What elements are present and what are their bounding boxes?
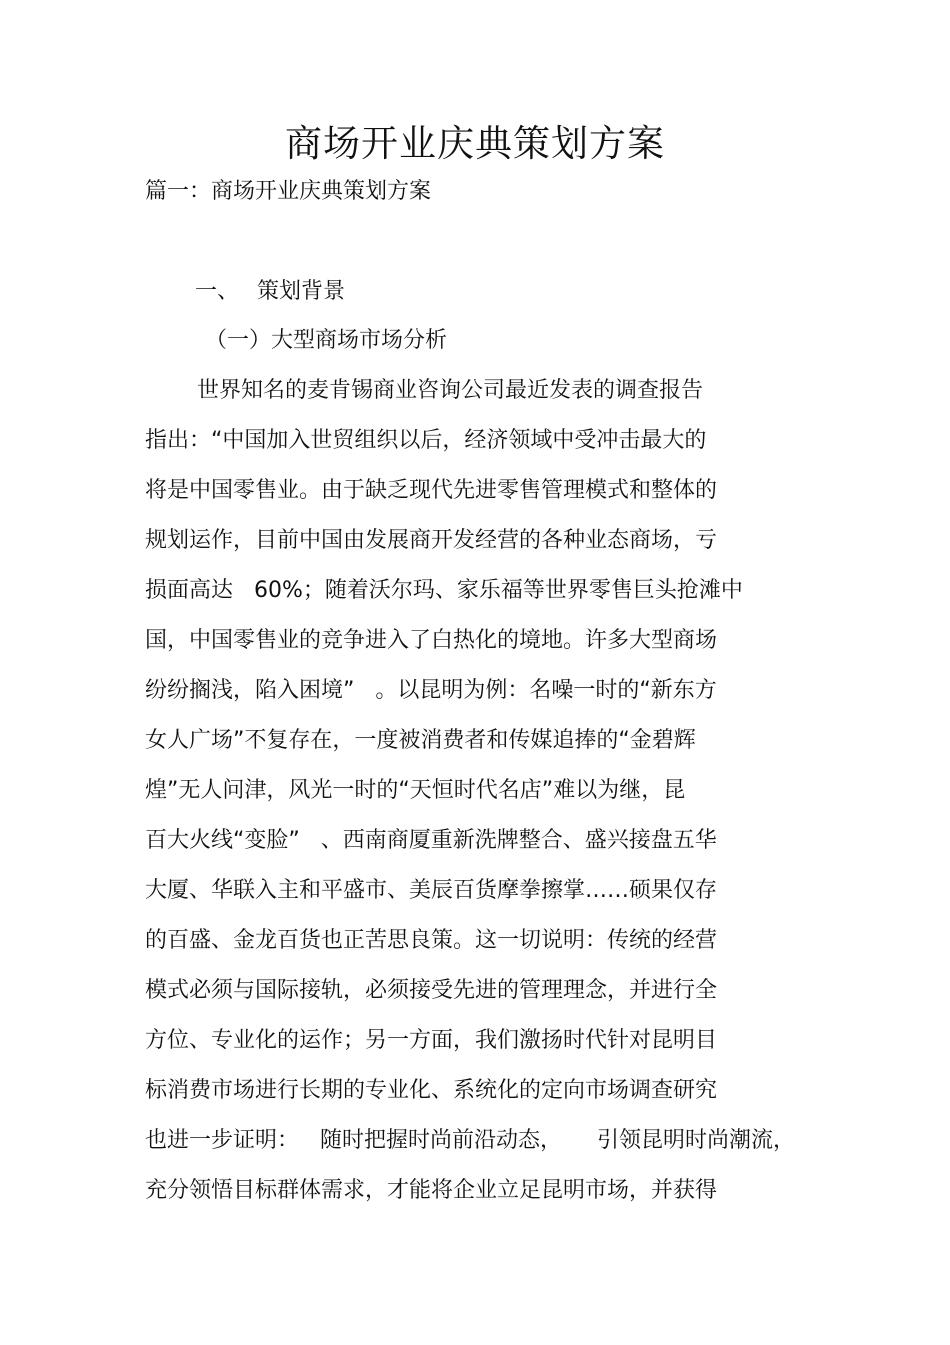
text-line: 纷纷搁浅，陷入困境” 。以昆明为例：名噪一时的“新东方 <box>145 678 717 703</box>
text-line: 女人广场”不复存在，一度被消费者和传媒追捧的“金碧辉 <box>145 728 696 753</box>
text-line: 损面高达 60%；随着沃尔玛、家乐福等世界零售巨头抢滩中 <box>145 578 743 603</box>
text-line: 标消费市场进行长期的专业化、系统化的定向市场调查研究 <box>145 1078 718 1103</box>
text-line: 方位、专业化的运作；另一方面，我们激扬时代针对昆明目 <box>145 1028 718 1053</box>
section-heading <box>195 277 345 307</box>
text-line: 模式必须与国际接轨，必须接受先进的管理理念，并进行全 <box>145 978 718 1003</box>
text-line: 大厦、华联入主和平盛市、美辰百货摩拳擦掌……硕果仅存 <box>145 878 718 903</box>
body-paragraph <box>145 376 845 1226</box>
section-title: 策划背景 <box>257 279 346 304</box>
text-line: 世界知名的麦肯锡商业咨询公司最近发表的调查报告 <box>197 378 704 403</box>
text-line: 将是中国零售业。由于缺乏现代先进零售管理模式和整体的 <box>145 478 718 503</box>
text-line: 煌”无人问津，风光一时的“天恒时代名店”难以为继，昆 <box>145 778 686 803</box>
subsection-heading: （一）大型商场市场分析 <box>205 328 448 353</box>
text-line: 国，中国零售业的竞争进入了白热化的境地。许多大型商场 <box>145 628 718 653</box>
section-number: 一、 <box>195 279 240 304</box>
text-line: 指出：“中国加入世贸组织以后，经济领域中受冲击最大的 <box>145 428 707 453</box>
text-line: 的百盛、金龙百货也正苦思良策。这一切说明：传统的经营 <box>145 928 718 953</box>
text-line: 规划运作，目前中国由发展商开发经营的各种业态商场，亏 <box>145 528 718 553</box>
document-subtitle: 篇一：商场开业庆典策划方案 <box>145 179 432 204</box>
text-line: 也进一步证明： 随时把握时尚前沿动态， 引领昆明时尚潮流， <box>145 1128 795 1153</box>
text-line: 充分领悟目标群体需求，才能将企业立足昆明市场，并获得 <box>145 1178 718 1203</box>
text-line: 百大火线“变脸” 、西南商厦重新洗牌整合、盛兴接盘五华 <box>145 828 717 853</box>
document-title: 商场开业庆典策划方案 <box>285 122 665 165</box>
